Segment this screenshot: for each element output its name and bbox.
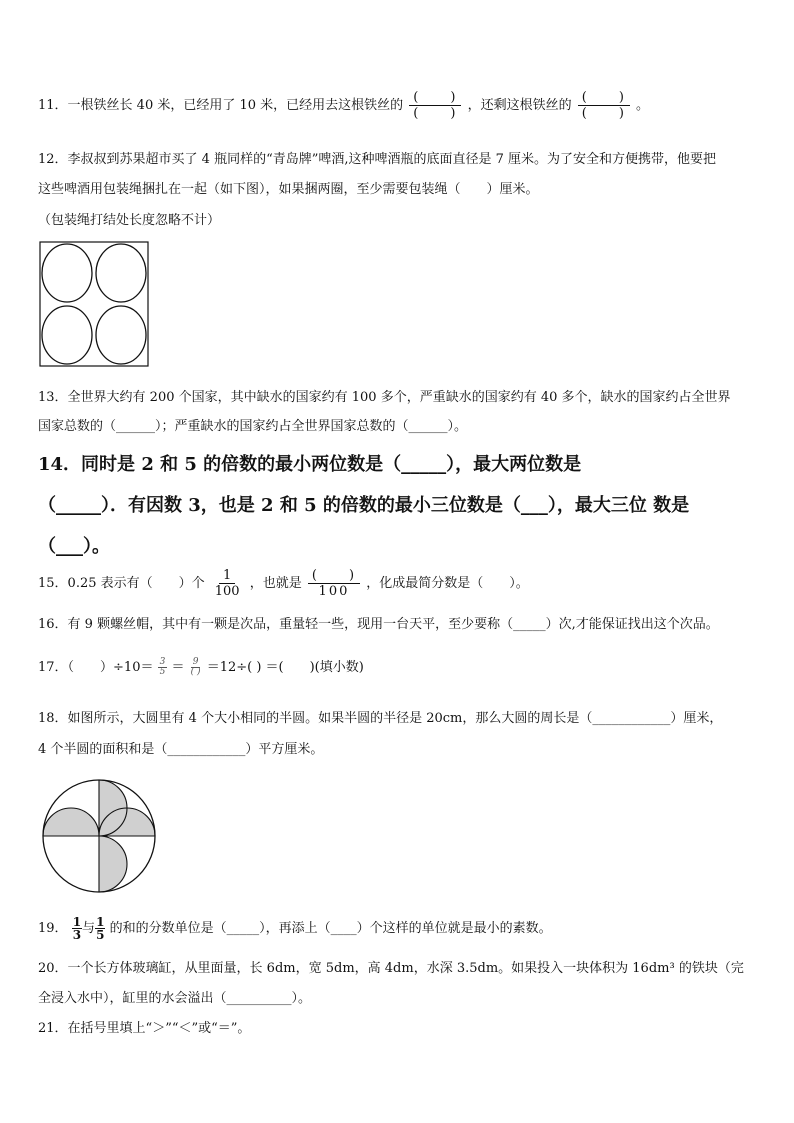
q15-text-a: 15．0.25 表示有（ ）个	[38, 576, 205, 591]
bottle-circle-top-left	[42, 244, 92, 302]
bottle-circle-bottom-left	[42, 306, 92, 364]
q15-frac2-numerator: ( )	[308, 568, 360, 584]
q19-text-mid: 与	[82, 921, 96, 936]
shaded-semicircle-left	[43, 808, 99, 836]
q17-sfrac1-denominator: 5	[159, 667, 166, 677]
question-15	[38, 568, 529, 599]
q18-line2: 4 个半圆的面积和是（____________）平方厘米。	[38, 742, 324, 757]
q19-text-a: 19．	[38, 921, 68, 936]
q17-sfrac2-numerator: 9	[192, 657, 199, 667]
q11-text-c: 。	[636, 98, 650, 113]
bottle-circle-top-right	[96, 244, 146, 302]
q19-bfrac2-numerator: 1	[96, 915, 105, 929]
bottle-circle-bottom-right	[96, 306, 146, 364]
q14-line3: （___）。	[38, 536, 110, 557]
q14-line2: （_____）．有因数 3，也是 2 和 5 的倍数的最小三位数是（___），最大三位 数是	[38, 495, 690, 516]
q12-line2: 这些啤酒用包装绳捆扎在一起（如下图），如果捆两圈，至少需要包装绳（ ）厘米。	[38, 182, 539, 197]
q18-line1: 18．如图所示，大圆里有 4 个大小相同的半圆。如果半圆的半径是 20cm，那么大圆的周长是（____________）厘米，	[38, 711, 723, 726]
q17-sfrac1-numerator: 3	[159, 657, 166, 667]
shaded-semicircle-bottom	[99, 836, 127, 892]
q17-text-a: 17．（ ）÷10＝	[38, 660, 154, 675]
q12-bottles-figure	[38, 240, 150, 368]
q13-line1: 13．全世界大约有 200 个国家，其中缺水的国家约有 100 多个，严重缺水的国家约有 40 多个，缺水的国家约占全世界	[38, 390, 731, 405]
q18-circle-figure	[40, 777, 158, 895]
q17-text-c: ＝12÷( ) ＝( )(填小数)	[206, 660, 364, 675]
q11-frac2-denominator: ( )	[581, 106, 626, 121]
q16-text: 16．有 9 颗螺丝帽，其中有一颗是次品，重量轻一些，现用一台天平，至少要称（_____）次,才能保证找出这个次品。	[38, 617, 719, 632]
q17-sfrac2-denominator: ( )	[190, 667, 201, 677]
q15-frac1-denominator: 100	[214, 584, 240, 599]
q20-line1: 20．一个长方体玻璃缸，从里面量，长 6dm，宽 5dm，高 4dm，水深 3.5dm。如果投入一块体积为 16dm³ 的铁块（完	[38, 961, 744, 976]
q17-small-fraction-1	[158, 658, 168, 677]
q21-text: 21．在括号里填上“＞”“＜”或“＝”。	[38, 1021, 251, 1036]
q14-line1: 14．同时是 2 和 5 的倍数的最小两位数是（_____），最大两位数是	[38, 454, 582, 475]
q12-note: （包装绳打结处长度忽略不计）	[38, 213, 221, 228]
q11-frac1-denominator: ( )	[413, 106, 458, 121]
q15-fraction-one-hundredth	[211, 568, 244, 599]
q15-text-c: ，化成最简分数是（ ）。	[366, 576, 529, 591]
q11-fraction-used	[409, 90, 461, 121]
q19-bfrac2-denominator: 5	[96, 928, 105, 942]
q11-frac2-numerator: ( )	[578, 90, 630, 106]
q19-bfrac1-numerator: 1	[72, 915, 82, 929]
q19-fraction-one-third	[72, 916, 82, 941]
q11-text-a: 11．一根铁丝长 40 米，已经用了 10 米，已经用去这根铁丝的	[38, 98, 404, 113]
q15-frac2-denominator: 100	[318, 584, 350, 599]
q17-text-b: ＝	[171, 660, 185, 675]
question-17	[38, 656, 364, 677]
q15-frac1-numerator: 1	[219, 568, 235, 584]
q11-text-b: ，还剩这根铁丝的	[467, 98, 572, 113]
question-19	[38, 916, 552, 941]
q15-fraction-blank	[308, 568, 360, 599]
q19-bfrac1-denominator: 3	[72, 928, 82, 942]
q13-line2: 国家总数的（______）；严重缺水的国家约占全世界国家总数的（______）。	[38, 419, 468, 434]
q11-fraction-left	[578, 90, 630, 121]
question-11	[38, 90, 649, 121]
q15-text-b: ，也就是	[249, 576, 302, 591]
q19-text-b: 的和的分数单位是（_____），再添上（____）个这样的单位就是最小的素数。	[109, 921, 552, 936]
q19-fraction-one-fifth	[95, 916, 105, 941]
q12-line1: 12．李叔叔到苏果超市买了 4 瓶同样的“青岛牌”啤酒,这种啤酒瓶的底面直径是 7 厘米。为了安全和方便携带，他要把	[38, 152, 717, 167]
q17-small-fraction-2	[189, 658, 203, 677]
q20-line2: 全浸入水中），缸里的水会溢出（__________）。	[38, 991, 312, 1006]
q11-frac1-numerator: ( )	[409, 90, 461, 106]
